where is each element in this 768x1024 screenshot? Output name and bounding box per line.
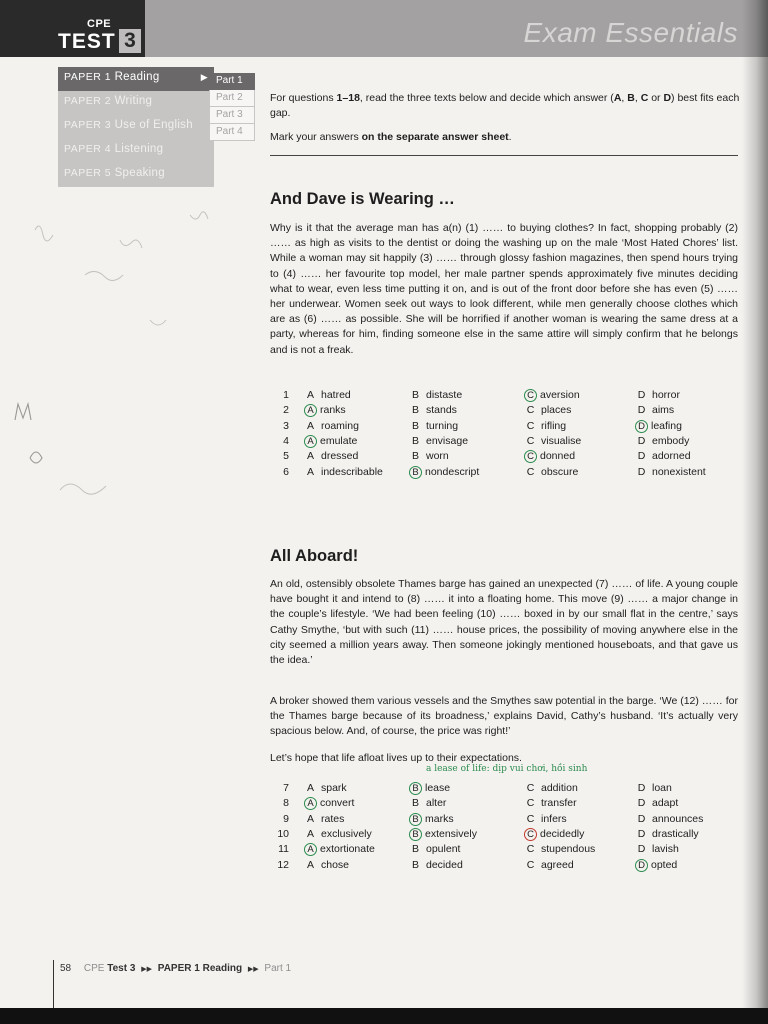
option-letter: A [306, 812, 314, 825]
option-text: dressed [321, 450, 359, 463]
option-letter: D [637, 797, 646, 810]
option-d[interactable] [635, 388, 680, 403]
option-text: extensively [425, 827, 477, 840]
option-c[interactable] [524, 403, 571, 418]
instr-range: 1–18 [336, 92, 360, 104]
option-text: worn [426, 450, 449, 463]
footer-cpe: CPE [83, 963, 105, 974]
option-a[interactable] [304, 842, 375, 857]
option-c[interactable] [524, 796, 577, 811]
option-text: loan [652, 782, 672, 794]
option-text: transfer [541, 797, 577, 810]
option-letter: C [526, 465, 535, 478]
option-b[interactable] [409, 434, 468, 449]
option-letter: A [306, 389, 314, 401]
instr-text: . [508, 131, 512, 143]
option-text: chose [321, 858, 350, 871]
paper-label: Writing [114, 95, 153, 107]
option-text: opulent [426, 843, 461, 856]
option-letter: C [526, 782, 535, 794]
question-number: 8 [283, 797, 289, 810]
cpe-label: CPE [87, 18, 112, 30]
circled-answer-mark: A [304, 797, 317, 810]
instr-option-a: A [613, 92, 622, 104]
paper-menu-item-listening[interactable] [58, 139, 214, 163]
circled-answer-mark: A [304, 843, 317, 856]
option-text: places [541, 404, 572, 417]
page-number: 58 [60, 963, 72, 974]
option-c[interactable] [524, 434, 581, 449]
option-text: infers [541, 812, 567, 825]
paper-menu [58, 67, 214, 187]
option-letter: B [411, 404, 419, 417]
part-menu-item-3[interactable]: Part 3 [209, 107, 255, 124]
text2-paragraph-3: Let’s hope that life afloat lives up to their expectations. [270, 752, 522, 764]
instruction-line-2 [270, 130, 740, 145]
text1-title: And Dave is Wearing … [270, 190, 455, 208]
part-menu [209, 73, 255, 141]
instr-sep: , [621, 92, 628, 104]
page-edge-shadow [742, 0, 768, 1024]
footer-test: Test 3 [107, 963, 136, 974]
option-text: adapt [652, 797, 679, 810]
option-text: ranks [320, 404, 346, 417]
option-c[interactable] [524, 827, 584, 842]
instr-sep: or [648, 92, 664, 104]
option-text: envisage [426, 434, 469, 447]
option-b[interactable] [409, 388, 462, 403]
option-text: aims [652, 404, 675, 417]
footer-section: Reading [202, 963, 243, 974]
chevron-right-icon: ▶▶ [141, 966, 152, 973]
circled-answer-mark: C [524, 450, 537, 463]
option-b[interactable] [409, 812, 454, 827]
option-letter: D [637, 389, 646, 401]
option-letter: D [637, 843, 646, 856]
option-letter: C [526, 843, 535, 856]
part-menu-item-4[interactable]: Part 4 [209, 124, 255, 141]
question-row [0, 812, 768, 827]
question-row [0, 858, 768, 873]
circled-answer-mark: C [524, 828, 537, 841]
scan-bottom-edge [0, 1008, 768, 1024]
option-d[interactable] [635, 403, 674, 418]
option-letter: A [306, 465, 314, 478]
option-b[interactable] [409, 449, 449, 464]
option-b[interactable] [409, 858, 463, 873]
option-text: rifling [541, 419, 567, 432]
paper-num: PAPER 1 [64, 71, 112, 83]
paper-label: Use of English [114, 119, 193, 131]
option-a[interactable] [304, 419, 359, 434]
paper-num: PAPER 5 [64, 167, 112, 179]
option-a[interactable] [304, 388, 351, 403]
option-text: decidedly [540, 827, 585, 840]
question-number: 7 [283, 782, 289, 794]
option-text: lavish [652, 843, 679, 856]
circled-answer-mark: D [635, 420, 648, 433]
question-number: 5 [283, 450, 289, 463]
option-c[interactable] [524, 465, 578, 480]
option-b[interactable] [409, 796, 446, 811]
option-letter: D [637, 812, 646, 825]
question-row [0, 796, 768, 811]
option-b[interactable] [409, 781, 450, 796]
option-letter: B [411, 843, 419, 856]
option-d[interactable] [635, 812, 703, 827]
option-letter: D [637, 450, 646, 463]
paper-menu-item-use-of-english[interactable] [58, 115, 214, 139]
option-text: announces [652, 812, 704, 825]
paper-num: PAPER 3 [64, 119, 112, 131]
option-c[interactable] [524, 781, 578, 796]
option-letter: D [637, 404, 646, 417]
option-d[interactable] [635, 434, 689, 449]
option-d[interactable] [635, 781, 672, 796]
option-a[interactable] [304, 465, 383, 480]
option-a[interactable] [304, 827, 372, 842]
option-letter: C [526, 419, 535, 432]
instr-text: ) best fits each gap. [270, 92, 740, 119]
text1-paragraph: Why is it that the average man has a(n) (1) …… to buying clothes? In fact, shopping probably (2) …… as high as visits to the dentist or doing the washing up on the male ‘Most Hated Chores’ list. While a woman may sit happily (3) …… through glossy fashion magazines, then spend hours trying to (4) …… her favourite top model, her male partner spends approximately five minutes deciding what to wear, even less time putting it on, and is out of the front door before she has even (5) …… her underwear. Women seek out ways to look different, while men generally choose clothes which are as (6) …… as possible. She will be horrified if another woman is wearing the same dress at a party, whereas for him, finding someone else in the same attire will simply confirm that he belongs and is not a freak. [270, 222, 738, 356]
instr-bold: on the separate answer sheet [361, 131, 509, 143]
question-number: 10 [277, 827, 289, 840]
question-number: 4 [283, 434, 289, 447]
option-letter: B [411, 858, 419, 871]
option-c[interactable] [524, 858, 574, 873]
chevron-right-icon: ▶▶ [247, 966, 259, 973]
test-label: TEST [58, 30, 116, 53]
option-text: aversion [540, 389, 580, 401]
option-text: roaming [321, 419, 359, 432]
option-b[interactable] [409, 419, 458, 434]
option-text: leafing [651, 419, 682, 432]
option-text: opted [651, 858, 678, 871]
option-text: hatred [321, 389, 351, 401]
option-text: visualise [541, 434, 582, 447]
option-letter: B [411, 434, 419, 447]
option-letter: B [411, 389, 419, 401]
circled-answer-mark: D [635, 859, 648, 872]
option-text: rates [321, 812, 345, 825]
option-text: spark [321, 782, 347, 794]
option-letter: D [637, 434, 646, 447]
option-a[interactable] [304, 858, 349, 873]
option-b[interactable] [409, 827, 477, 842]
text2-paragraph-1: An old, ostensibly obsolete Thames barge has gained an unexpected (7) …… of life. A young couple have bought it and intend to (8) …… it into a floating home. This move (9) …… a major change in the couple’s lifestyle. ‘We had been feeling (10) …… boxed in by our small flat in the centre,’ says Cathy Smythe, ‘but with such (11) …… house prices, the possibility of moving anywhere else in the city seemed a million years away. Then someone jokingly mentioned houseboats, and that gave us the idea.’ [270, 578, 738, 667]
circled-answer-mark: B [409, 813, 422, 826]
question-number: 3 [283, 419, 289, 432]
option-b[interactable] [409, 465, 479, 480]
option-text: alter [426, 797, 447, 810]
question-row [0, 827, 768, 842]
option-d[interactable] [635, 465, 706, 480]
paper-label: Listening [114, 143, 164, 155]
option-letter: D [637, 465, 646, 478]
option-letter: B [411, 797, 419, 810]
instr-option-b: B [627, 92, 635, 104]
option-d[interactable] [635, 796, 678, 811]
option-text: agreed [541, 858, 574, 871]
part-menu-item-1[interactable]: Part 1 [209, 73, 255, 90]
circled-answer-mark: B [409, 782, 422, 795]
option-c[interactable] [524, 419, 566, 434]
question-row [0, 781, 768, 796]
option-d[interactable] [635, 419, 682, 434]
circled-answer-mark: A [304, 404, 317, 417]
divider [270, 155, 738, 156]
text2-paragraph-2: A broker showed them various vessels and the Smythes saw potential in the barge. ‘We (12) …… for the Thames barge because of its broadness,’ explains David, Cathy’s husband. ‘It’s actually very spacious below. And, of course, the price was right!’ [270, 695, 738, 738]
option-a[interactable] [304, 434, 357, 449]
option-letter: C [526, 812, 535, 825]
option-a[interactable] [304, 449, 358, 464]
option-text: obscure [541, 465, 579, 478]
footer-breadcrumb [60, 963, 291, 974]
option-d[interactable] [635, 842, 679, 857]
option-c[interactable] [524, 842, 595, 857]
paper-menu-item-speaking[interactable] [58, 163, 214, 187]
option-text: drastically [652, 827, 699, 840]
option-d[interactable] [635, 858, 677, 873]
option-text: convert [320, 797, 355, 810]
option-letter: C [526, 404, 535, 417]
option-text: nondescript [425, 465, 480, 478]
pencil-scribbles [0, 200, 240, 530]
option-text: turning [426, 419, 459, 432]
instr-option-d: D [663, 92, 672, 104]
instr-sep: , [634, 92, 641, 104]
footer-part: Part 1 [264, 963, 292, 974]
circled-answer-mark: B [409, 466, 422, 479]
option-c[interactable] [524, 388, 580, 403]
circled-answer-mark: C [524, 389, 537, 402]
question-number: 11 [278, 843, 289, 856]
question-row [0, 842, 768, 857]
paper-num: PAPER 2 [64, 95, 112, 107]
option-letter: D [637, 827, 646, 840]
option-text: extortionate [320, 843, 375, 856]
option-letter: A [306, 450, 314, 463]
option-letter: C [526, 797, 535, 810]
option-c[interactable] [524, 812, 567, 827]
option-b[interactable] [409, 842, 460, 857]
instr-text: For questions [270, 92, 337, 104]
option-letter: B [411, 419, 419, 432]
footer-rule [53, 960, 54, 1008]
option-text: stupendous [541, 843, 596, 856]
instr-text: Mark your answers [270, 131, 362, 143]
question-number: 1 [283, 389, 289, 401]
part-menu-item-2[interactable]: Part 2 [209, 90, 255, 107]
option-b[interactable] [409, 403, 457, 418]
paper-menu-item-reading[interactable] [58, 67, 214, 91]
paper-num: PAPER 4 [64, 143, 112, 155]
option-letter: C [526, 434, 535, 447]
question-number: 2 [283, 404, 289, 417]
option-text: nonexistent [652, 465, 706, 478]
option-letter: D [637, 782, 646, 794]
option-a[interactable] [304, 781, 347, 796]
circled-answer-mark: B [409, 828, 422, 841]
option-letter: A [306, 827, 314, 840]
option-letter: A [306, 419, 314, 432]
option-c[interactable] [524, 449, 575, 464]
paper-label: Reading [114, 71, 160, 83]
handwritten-annotation: a lease of life: dịp vui chơi, hồi sinh [426, 764, 588, 774]
exam-essentials-banner: Exam Essentials [523, 17, 738, 48]
option-text: embody [652, 434, 690, 447]
instr-option-c: C [640, 92, 649, 104]
test-number: 3 [119, 29, 141, 53]
option-text: addition [541, 782, 578, 794]
text2-title: All Aboard! [270, 547, 359, 565]
option-text: distaste [426, 389, 463, 401]
option-letter: A [306, 782, 314, 794]
instruction-line-1 [270, 91, 740, 121]
option-text: lease [425, 782, 451, 794]
option-text: indescribable [321, 465, 383, 478]
option-a[interactable] [304, 796, 354, 811]
question-number: 9 [283, 812, 289, 825]
option-text: emulate [320, 434, 358, 447]
paper-label: Speaking [114, 167, 165, 179]
option-text: decided [426, 858, 463, 871]
option-a[interactable] [304, 403, 346, 418]
option-text: stands [426, 404, 457, 417]
question-number: 12 [277, 858, 289, 871]
option-text: adorned [652, 450, 691, 463]
instr-text: , read the three texts below and decide which answer ( [359, 92, 614, 104]
option-d[interactable] [635, 827, 699, 842]
option-text: donned [540, 450, 576, 463]
option-a[interactable] [304, 812, 344, 827]
question-number: 6 [283, 465, 289, 478]
option-letter: C [526, 858, 535, 871]
option-text: marks [425, 812, 454, 825]
instructions [270, 91, 740, 154]
option-letter: B [411, 450, 419, 463]
circled-answer-mark: A [304, 435, 317, 448]
option-letter: A [306, 858, 314, 871]
option-text: exclusively [321, 827, 372, 840]
option-d[interactable] [635, 449, 691, 464]
arrow-right-icon: ▶ [200, 72, 208, 82]
paper-menu-item-writing[interactable] [58, 91, 214, 115]
footer-paper: PAPER 1 [157, 963, 200, 974]
option-text: horror [652, 389, 681, 401]
